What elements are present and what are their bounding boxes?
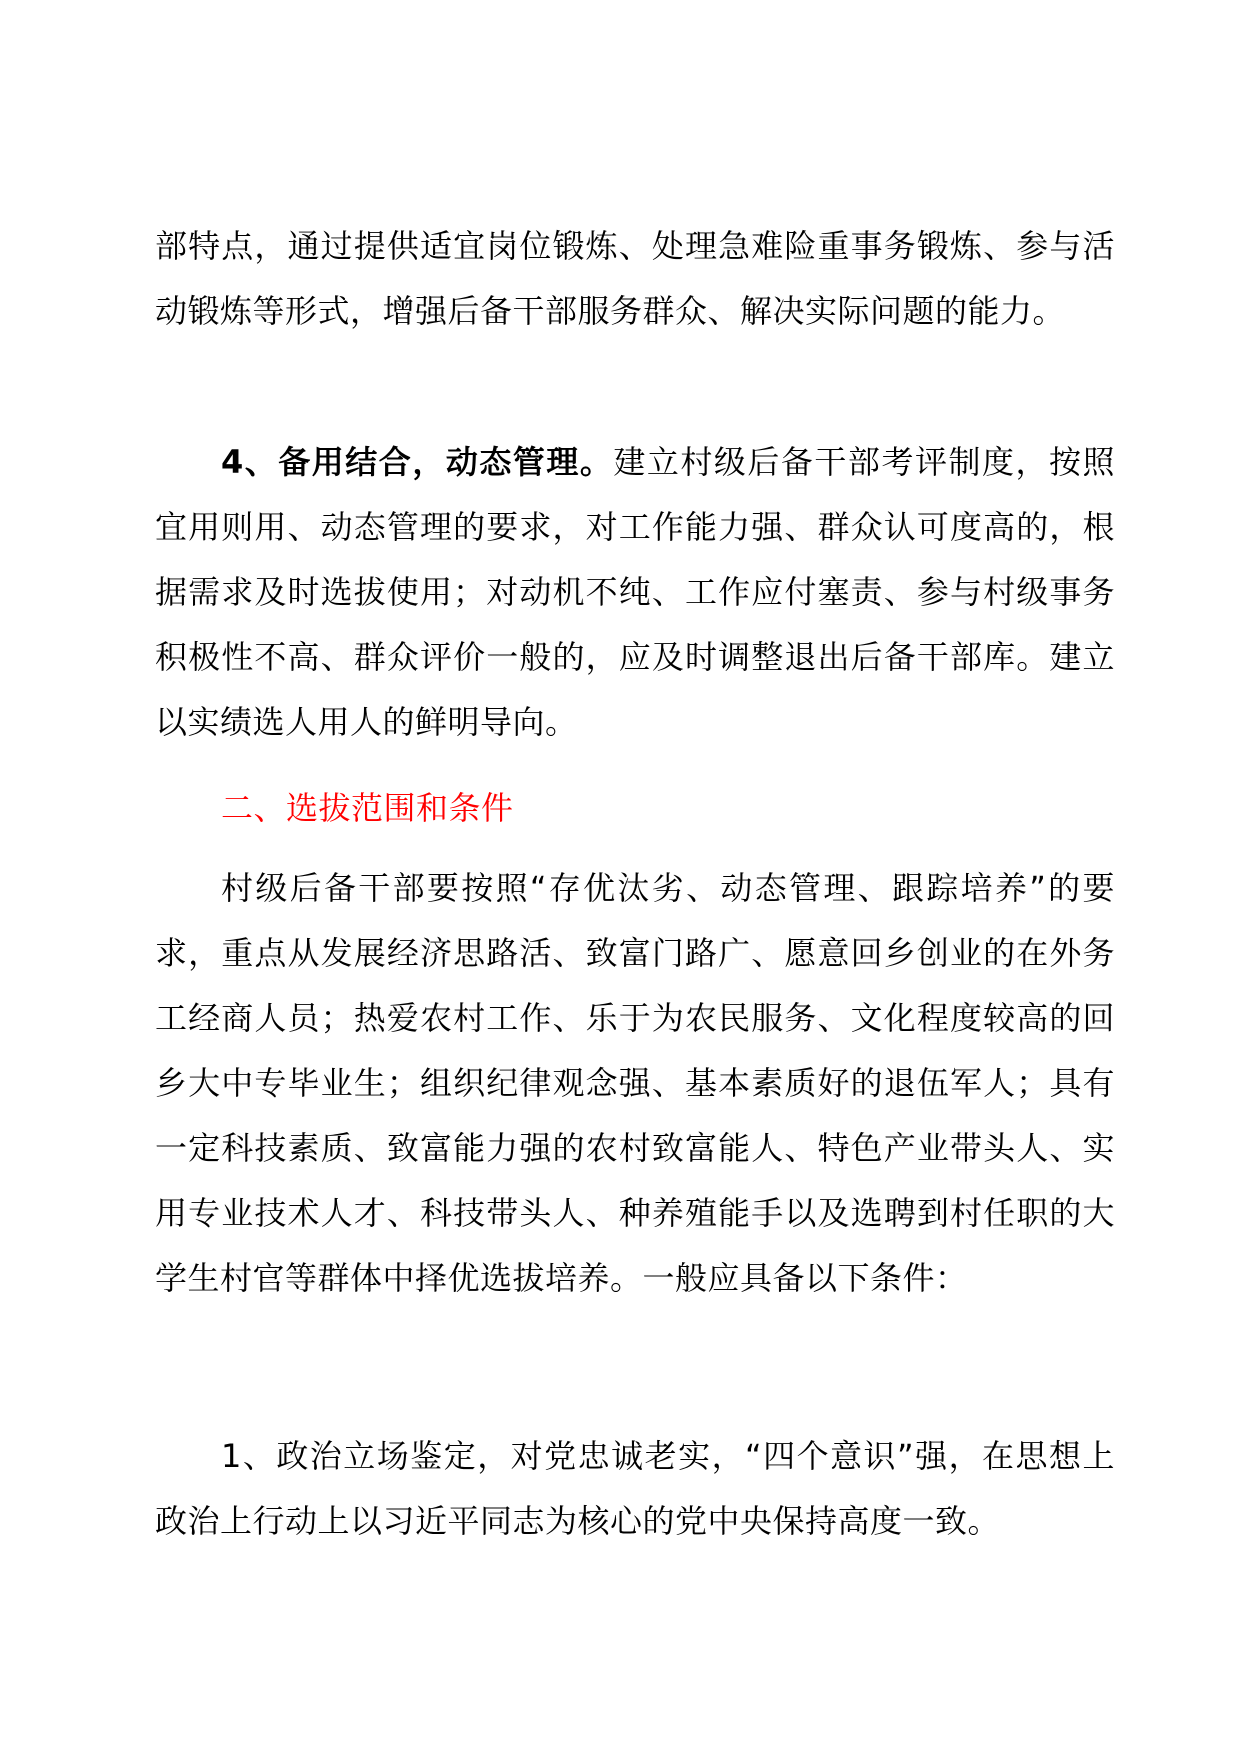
section-heading: 二、选拔范围和条件 — [221, 789, 514, 827]
paragraph-dynamic-management — [155, 430, 1115, 755]
paragraph-lead-title: 4、备用结合，动态管理。 — [221, 443, 614, 481]
paragraph-selection-scope: 村级后备干部要按照“存优汰劣、动态管理、跟踪培养”的要求，重点从发展经济思路活、致富门路广、愿意回乡创业的在外务工经商人员；热爱农村工作、乐于为农民服务、文化程度较高的回乡大中专毕业生；组织纪律观念强、基本素质好的退伍军人；具有一定科技素质、致富能力强的农村致富能人、特色产业带头人、实用专业技术人才、科技带头人、种养殖能手以及选聘到村任职的大学生村官等群体中择优选拔培养。一般应具备以下条件： — [155, 869, 1115, 1297]
paragraph-training: 部特点，通过提供适宜岗位锻炼、处理急难险重事务锻炼、参与活动锻炼等形式，增强后备干部服务群众、解决实际问题的能力。 — [155, 227, 1115, 330]
paragraph-body: 建立村级后备干部考评制度，按照宜用则用、动态管理的要求，对工作能力强、群众认可度高的，根据需求及时选拔使用；对动机不纯、工作应付塞责、参与村级事务积极性不高、群众评价一般的，应及时调整退出后备干部库。建立以实绩选人用人的鲜明导向。 — [155, 443, 1115, 741]
paragraph-condition-1: 1、政治立场鉴定，对党忠诚老实，“四个意识”强，在思想上政治上行动上以习近平同志为核心的党中央保持高度一致。 — [155, 1437, 1115, 1540]
